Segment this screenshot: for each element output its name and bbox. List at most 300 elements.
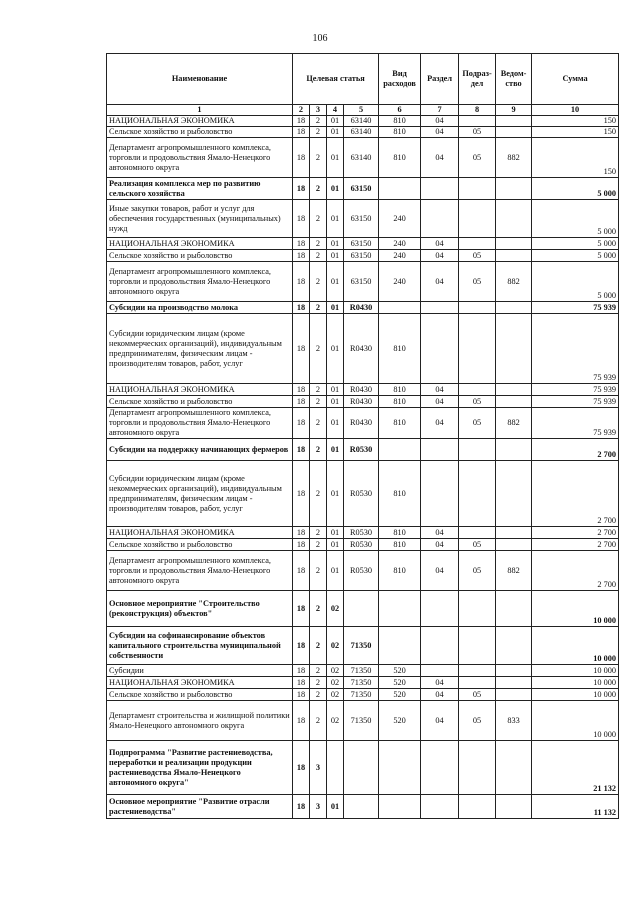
table-row <box>107 439 619 461</box>
code-c3: 2 <box>310 250 327 262</box>
sum-cell: 75 939 <box>532 384 619 396</box>
section-cell: 04 <box>421 384 459 396</box>
table-row <box>107 262 619 302</box>
expense-type-cell <box>379 741 421 795</box>
code-c4: 01 <box>327 551 344 591</box>
code-c3: 2 <box>310 689 327 701</box>
section-cell: 04 <box>421 138 459 178</box>
header-target: Целевая статья <box>293 54 379 105</box>
code-c2: 18 <box>293 665 310 677</box>
code-c5: 63140 <box>344 138 379 178</box>
subsection-cell <box>459 384 496 396</box>
subsection-cell <box>459 795 496 819</box>
code-c5: 63150 <box>344 262 379 302</box>
sum-cell: 5 000 <box>532 250 619 262</box>
code-c5 <box>344 741 379 795</box>
code-c2: 18 <box>293 116 310 127</box>
row-name: Сельское хозяйство и рыболовство <box>107 539 293 551</box>
department-cell <box>496 665 532 677</box>
expense-type-cell: 520 <box>379 701 421 741</box>
code-c2: 18 <box>293 200 310 238</box>
sum-cell: 10 000 <box>532 591 619 627</box>
code-c3: 2 <box>310 665 327 677</box>
subsection-cell <box>459 591 496 627</box>
row-name: НАЦИОНАЛЬНАЯ ЭКОНОМИКА <box>107 677 293 689</box>
subsection-cell <box>459 200 496 238</box>
header-sum: Сумма <box>532 54 619 105</box>
expense-type-cell: 810 <box>379 539 421 551</box>
row-name: Сельское хозяйство и рыболовство <box>107 127 293 138</box>
code-c4: 01 <box>327 116 344 127</box>
code-c3: 2 <box>310 551 327 591</box>
code-c2: 18 <box>293 262 310 302</box>
section-cell <box>421 461 459 527</box>
code-c5: 63150 <box>344 238 379 250</box>
table-row <box>107 741 619 795</box>
subsection-cell <box>459 116 496 127</box>
sum-cell: 2 700 <box>532 461 619 527</box>
row-name: Субсидии на софинансирование объектов капитального строительства муниципальной собственности <box>107 627 293 665</box>
row-name: Субсидии на поддержку начинающих фермеров <box>107 439 293 461</box>
subsection-cell: 05 <box>459 396 496 408</box>
code-c4: 01 <box>327 314 344 384</box>
code-c3: 2 <box>310 677 327 689</box>
expense-type-cell: 810 <box>379 408 421 439</box>
code-c4: 02 <box>327 591 344 627</box>
code-c3: 2 <box>310 591 327 627</box>
department-cell <box>496 178 532 200</box>
code-c2: 18 <box>293 551 310 591</box>
sum-cell: 75 939 <box>532 396 619 408</box>
department-cell <box>496 677 532 689</box>
code-c4: 01 <box>327 127 344 138</box>
section-cell <box>421 741 459 795</box>
code-c3: 2 <box>310 302 327 314</box>
section-cell: 04 <box>421 689 459 701</box>
code-c4: 02 <box>327 677 344 689</box>
subsection-cell: 05 <box>459 701 496 741</box>
code-c5: R0430 <box>344 396 379 408</box>
code-c3: 3 <box>310 795 327 819</box>
code-c4: 01 <box>327 539 344 551</box>
header-department: Ведом-ство <box>496 54 532 105</box>
code-c2: 18 <box>293 591 310 627</box>
section-cell <box>421 665 459 677</box>
table-row <box>107 677 619 689</box>
code-c2: 18 <box>293 627 310 665</box>
expense-type-cell <box>379 302 421 314</box>
code-c3: 2 <box>310 116 327 127</box>
subsection-cell <box>459 238 496 250</box>
code-c2: 18 <box>293 250 310 262</box>
code-c5: R0430 <box>344 408 379 439</box>
header-name: Наименование <box>107 54 293 105</box>
table-row <box>107 665 619 677</box>
department-cell <box>496 439 532 461</box>
subsection-cell <box>459 439 496 461</box>
row-name: Основное мероприятие "Развитие отрасли растениеводства" <box>107 795 293 819</box>
code-c5: R0530 <box>344 439 379 461</box>
department-cell: 882 <box>496 408 532 439</box>
section-cell: 04 <box>421 262 459 302</box>
department-cell <box>496 238 532 250</box>
code-c4: 01 <box>327 178 344 200</box>
expense-type-cell: 810 <box>379 116 421 127</box>
section-cell <box>421 178 459 200</box>
sum-cell: 75 939 <box>532 408 619 439</box>
subsection-cell: 05 <box>459 408 496 439</box>
row-name: Сельское хозяйство и рыболовство <box>107 250 293 262</box>
table-row <box>107 591 619 627</box>
code-c5: R0530 <box>344 461 379 527</box>
code-c2: 18 <box>293 795 310 819</box>
table-row <box>107 127 619 138</box>
table-row <box>107 138 619 178</box>
code-c3: 2 <box>310 262 327 302</box>
subsection-cell <box>459 677 496 689</box>
expense-type-cell: 240 <box>379 238 421 250</box>
table-row <box>107 178 619 200</box>
department-cell: 882 <box>496 551 532 591</box>
code-c3: 2 <box>310 461 327 527</box>
sum-cell: 10 000 <box>532 701 619 741</box>
code-c4: 01 <box>327 408 344 439</box>
sum-cell: 21 132 <box>532 741 619 795</box>
code-c3: 2 <box>310 238 327 250</box>
expense-type-cell: 520 <box>379 665 421 677</box>
department-cell <box>496 127 532 138</box>
sum-cell: 2 700 <box>532 551 619 591</box>
expense-type-cell: 240 <box>379 250 421 262</box>
subsection-cell <box>459 314 496 384</box>
code-c5: R0530 <box>344 527 379 539</box>
section-cell <box>421 591 459 627</box>
code-c5 <box>344 591 379 627</box>
page-number: 106 <box>312 33 328 44</box>
subsection-cell <box>459 178 496 200</box>
code-c3: 2 <box>310 178 327 200</box>
subsection-cell <box>459 627 496 665</box>
code-c4: 01 <box>327 527 344 539</box>
code-c3: 2 <box>310 701 327 741</box>
section-cell: 04 <box>421 116 459 127</box>
code-c2: 18 <box>293 314 310 384</box>
table-row <box>107 250 619 262</box>
sum-cell: 10 000 <box>532 665 619 677</box>
col-num: 5 <box>344 105 379 116</box>
sum-cell: 10 000 <box>532 677 619 689</box>
code-c4: 02 <box>327 627 344 665</box>
code-c5: R0430 <box>344 302 379 314</box>
code-c2: 18 <box>293 238 310 250</box>
code-c3: 2 <box>310 138 327 178</box>
code-c3: 2 <box>310 439 327 461</box>
subsection-cell: 05 <box>459 689 496 701</box>
department-cell <box>496 461 532 527</box>
section-cell <box>421 200 459 238</box>
row-name: Субсидии юридическим лицам (кроме некоммерческих организаций), индивидуальным предпринимателям, физическим лицам - производителям товаров, работ, услуг <box>107 314 293 384</box>
code-c4: 02 <box>327 701 344 741</box>
table-row <box>107 384 619 396</box>
sum-cell: 5 000 <box>532 178 619 200</box>
column-number-row <box>107 105 619 116</box>
table-row <box>107 314 619 384</box>
sum-cell: 150 <box>532 116 619 127</box>
table-row <box>107 527 619 539</box>
code-c2: 18 <box>293 127 310 138</box>
col-num: 10 <box>532 105 619 116</box>
col-num: 4 <box>327 105 344 116</box>
code-c5: R0530 <box>344 551 379 591</box>
code-c5: R0430 <box>344 384 379 396</box>
expense-type-cell: 810 <box>379 127 421 138</box>
code-c3: 2 <box>310 527 327 539</box>
code-c2: 18 <box>293 396 310 408</box>
code-c5: 71350 <box>344 701 379 741</box>
row-name: Основное мероприятие "Строительство (реконструкция) объектов" <box>107 591 293 627</box>
table-row <box>107 539 619 551</box>
row-name: Субсидии <box>107 665 293 677</box>
expense-type-cell: 520 <box>379 689 421 701</box>
section-cell: 04 <box>421 551 459 591</box>
code-c5: 63140 <box>344 116 379 127</box>
expense-type-cell: 810 <box>379 461 421 527</box>
expense-type-cell <box>379 627 421 665</box>
subsection-cell: 05 <box>459 539 496 551</box>
expense-type-cell <box>379 795 421 819</box>
code-c2: 18 <box>293 539 310 551</box>
sum-cell: 5 000 <box>532 238 619 250</box>
department-cell: 833 <box>496 701 532 741</box>
subsection-cell <box>459 665 496 677</box>
code-c2: 18 <box>293 302 310 314</box>
section-cell: 04 <box>421 677 459 689</box>
code-c2: 18 <box>293 178 310 200</box>
section-cell: 04 <box>421 396 459 408</box>
code-c3: 2 <box>310 384 327 396</box>
subsection-cell <box>459 741 496 795</box>
subsection-cell: 05 <box>459 250 496 262</box>
department-cell <box>496 689 532 701</box>
table-row <box>107 461 619 527</box>
col-num: 2 <box>293 105 310 116</box>
col-num: 8 <box>459 105 496 116</box>
code-c5: R0530 <box>344 539 379 551</box>
subsection-cell: 05 <box>459 138 496 178</box>
code-c4: 01 <box>327 439 344 461</box>
department-cell <box>496 591 532 627</box>
department-cell <box>496 795 532 819</box>
department-cell <box>496 539 532 551</box>
row-name: НАЦИОНАЛЬНАЯ ЭКОНОМИКА <box>107 384 293 396</box>
code-c4: 01 <box>327 238 344 250</box>
code-c4: 01 <box>327 262 344 302</box>
code-c4: 01 <box>327 138 344 178</box>
row-name: Сельское хозяйство и рыболовство <box>107 396 293 408</box>
col-num: 1 <box>107 105 293 116</box>
expense-type-cell: 240 <box>379 200 421 238</box>
department-cell: 882 <box>496 262 532 302</box>
department-cell <box>496 116 532 127</box>
row-name: Департамент агропромышленного комплекса, торговли и продовольствия Ямало-Ненецкого автономного округа <box>107 262 293 302</box>
code-c5: R0430 <box>344 314 379 384</box>
table-row <box>107 551 619 591</box>
sum-cell: 10 000 <box>532 689 619 701</box>
section-cell: 04 <box>421 408 459 439</box>
code-c4: 01 <box>327 250 344 262</box>
department-cell <box>496 627 532 665</box>
row-name: Субсидии юридическим лицам (кроме некоммерческих организаций), индивидуальным предпринимателям, физическим лицам - производителям товаров, работ, услуг <box>107 461 293 527</box>
code-c5: 71350 <box>344 627 379 665</box>
code-c5: 71350 <box>344 677 379 689</box>
subsection-cell: 05 <box>459 262 496 302</box>
code-c2: 18 <box>293 677 310 689</box>
row-name: Департамент строительства и жилищной политики Ямало-Ненецкого автономного округа <box>107 701 293 741</box>
table-row <box>107 396 619 408</box>
code-c5: 63150 <box>344 250 379 262</box>
col-num: 3 <box>310 105 327 116</box>
code-c2: 18 <box>293 384 310 396</box>
code-c2: 18 <box>293 689 310 701</box>
expense-type-cell: 810 <box>379 138 421 178</box>
expense-type-cell: 810 <box>379 527 421 539</box>
department-cell <box>496 527 532 539</box>
expense-type-cell: 810 <box>379 551 421 591</box>
subsection-cell <box>459 527 496 539</box>
code-c5: 63150 <box>344 200 379 238</box>
subsection-cell <box>459 302 496 314</box>
code-c3: 2 <box>310 539 327 551</box>
sum-cell: 2 700 <box>532 527 619 539</box>
row-name: Департамент агропромышленного комплекса, торговли и продовольствия Ямало-Ненецкого автономного округа <box>107 408 293 439</box>
row-name: НАЦИОНАЛЬНАЯ ЭКОНОМИКА <box>107 116 293 127</box>
expense-type-cell: 810 <box>379 384 421 396</box>
header-section: Раздел <box>421 54 459 105</box>
sum-cell: 11 132 <box>532 795 619 819</box>
row-name: Иные закупки товаров, работ и услуг для обеспечения государственных (муниципальных) нужд <box>107 200 293 238</box>
code-c4: 01 <box>327 302 344 314</box>
department-cell <box>496 200 532 238</box>
department-cell <box>496 314 532 384</box>
code-c3: 2 <box>310 200 327 238</box>
code-c4: 02 <box>327 689 344 701</box>
table-row <box>107 408 619 439</box>
section-cell: 04 <box>421 250 459 262</box>
row-name: Департамент агропромышленного комплекса, торговли и продовольствия Ямало-Ненецкого автономного округа <box>107 551 293 591</box>
table-row <box>107 200 619 238</box>
section-cell: 04 <box>421 701 459 741</box>
sum-cell: 150 <box>532 138 619 178</box>
header-subsection: Подраз-дел <box>459 54 496 105</box>
row-name: Департамент агропромышленного комплекса, торговли и продовольствия Ямало-Ненецкого автономного округа <box>107 138 293 178</box>
section-cell <box>421 302 459 314</box>
row-name: НАЦИОНАЛЬНАЯ ЭКОНОМИКА <box>107 238 293 250</box>
code-c2: 18 <box>293 138 310 178</box>
table-row <box>107 689 619 701</box>
section-cell <box>421 627 459 665</box>
code-c5: 63140 <box>344 127 379 138</box>
code-c2: 18 <box>293 701 310 741</box>
department-cell <box>496 302 532 314</box>
code-c3: 2 <box>310 408 327 439</box>
table-row <box>107 795 619 819</box>
section-cell <box>421 795 459 819</box>
code-c4: 01 <box>327 461 344 527</box>
code-c4: 02 <box>327 665 344 677</box>
sum-cell: 2 700 <box>532 439 619 461</box>
code-c3: 2 <box>310 396 327 408</box>
code-c2: 18 <box>293 408 310 439</box>
expense-type-cell: 520 <box>379 677 421 689</box>
department-cell <box>496 741 532 795</box>
expense-type-cell <box>379 439 421 461</box>
table-row <box>107 116 619 127</box>
row-name: НАЦИОНАЛЬНАЯ ЭКОНОМИКА <box>107 527 293 539</box>
sum-cell: 75 939 <box>532 302 619 314</box>
sum-cell: 5 000 <box>532 200 619 238</box>
expense-type-cell: 810 <box>379 396 421 408</box>
budget-table <box>106 53 619 819</box>
code-c5: 63150 <box>344 178 379 200</box>
expense-type-cell: 240 <box>379 262 421 302</box>
table-row <box>107 238 619 250</box>
sum-cell: 5 000 <box>532 262 619 302</box>
code-c4: 01 <box>327 384 344 396</box>
header-row <box>107 54 619 105</box>
code-c2: 18 <box>293 741 310 795</box>
code-c5 <box>344 795 379 819</box>
section-cell: 04 <box>421 238 459 250</box>
code-c2: 18 <box>293 439 310 461</box>
subsection-cell: 05 <box>459 127 496 138</box>
code-c5: 71350 <box>344 665 379 677</box>
header-expense-type: Вид расходов <box>379 54 421 105</box>
row-name: Подпрограмма "Развитие растениеводства, переработки и реализации продукции растениеводства Ямало-Ненецкого автономного округа" <box>107 741 293 795</box>
sum-cell: 2 700 <box>532 539 619 551</box>
code-c3: 2 <box>310 627 327 665</box>
code-c3: 2 <box>310 314 327 384</box>
section-cell: 04 <box>421 527 459 539</box>
section-cell: 04 <box>421 539 459 551</box>
sum-cell: 10 000 <box>532 627 619 665</box>
department-cell <box>496 250 532 262</box>
col-num: 6 <box>379 105 421 116</box>
section-cell <box>421 314 459 384</box>
expense-type-cell <box>379 178 421 200</box>
code-c2: 18 <box>293 461 310 527</box>
table-row <box>107 701 619 741</box>
code-c2: 18 <box>293 527 310 539</box>
section-cell: 04 <box>421 127 459 138</box>
department-cell <box>496 384 532 396</box>
code-c4 <box>327 741 344 795</box>
col-num: 9 <box>496 105 532 116</box>
subsection-cell <box>459 461 496 527</box>
code-c4: 01 <box>327 200 344 238</box>
code-c5: 71350 <box>344 689 379 701</box>
expense-type-cell: 810 <box>379 314 421 384</box>
department-cell <box>496 396 532 408</box>
department-cell: 882 <box>496 138 532 178</box>
code-c3: 3 <box>310 741 327 795</box>
col-num: 7 <box>421 105 459 116</box>
table-row <box>107 627 619 665</box>
table-row <box>107 302 619 314</box>
row-name: Реализация комплекса мер по развитию сельского хозяйства <box>107 178 293 200</box>
sum-cell: 150 <box>532 127 619 138</box>
row-name: Сельское хозяйство и рыболовство <box>107 689 293 701</box>
sum-cell: 75 939 <box>532 314 619 384</box>
